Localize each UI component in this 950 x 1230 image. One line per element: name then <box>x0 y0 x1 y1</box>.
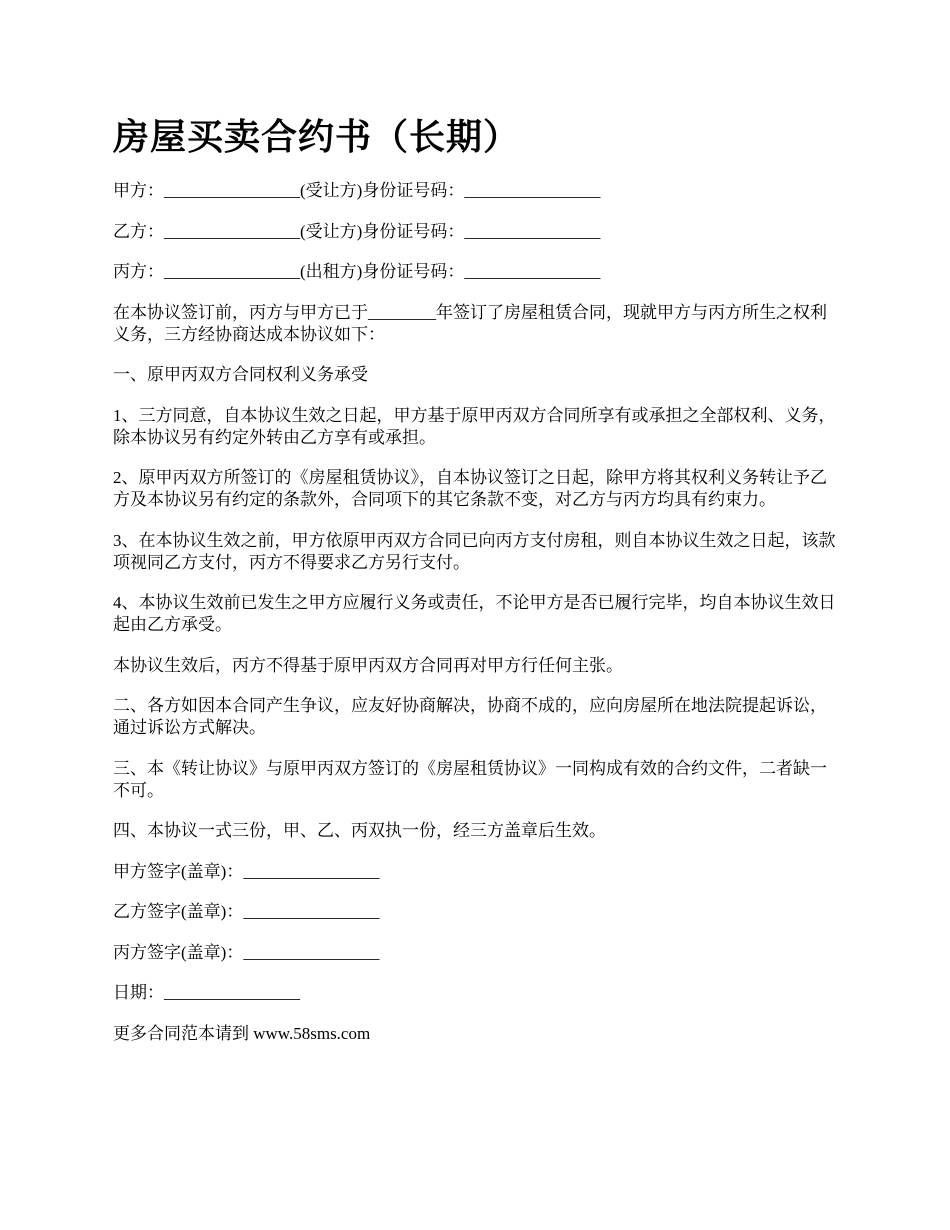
signature-c-line: 丙方签字(盖章)：________________ <box>113 942 380 962</box>
document-title: 房屋买卖合约书（长期） <box>113 117 521 157</box>
party-a-line: 甲方：________________(受让方)身份证号码：________________ <box>113 181 601 200</box>
signature-a-line: 甲方签字(盖章)：________________ <box>113 861 380 881</box>
clause-3: 3、在本协议生效之前，甲方依原甲丙双方合同已向丙方支付房租，则自本协议生效之日起，该款项视同乙方支付，丙方不得要求乙方另行支付。 <box>113 530 836 572</box>
section-3-paragraph: 三、本《转让协议》与原甲丙双方签订的《房屋租赁协议》一同构成有效的合约文件，二者缺一不可。 <box>113 758 827 800</box>
section-1-heading: 一、原甲丙双方合同权利义务承受 <box>113 365 368 384</box>
section-4-paragraph: 四、本协议一式三份，甲、乙、丙双执一份，经三方盖章后生效。 <box>113 821 606 840</box>
date-line: 日期：________________ <box>113 983 300 1002</box>
document-page <box>113 112 841 1063</box>
party-b-line: 乙方：________________(受让方)身份证号码：________________ <box>113 221 601 241</box>
section-2-paragraph: 二、各方如因本合同产生争议，应友好协商解决，协商不成的，应向房屋所在地法院提起诉讼，通过诉讼方式解决。 <box>113 696 827 737</box>
clause-2: 2、原甲丙双方所签订的《房屋租赁协议》，自本协议签订之日起，除甲方将其权利义务转让予乙方及本协议另有约定的条款外，合同项下的其它条款不变，对乙方与丙方均具有约束力。 <box>113 468 827 509</box>
party-c-line: 丙方：________________(出租方)身份证号码：________________ <box>113 262 601 281</box>
clause-4: 4、本协议生效前已发生之甲方应履行义务或责任，不论甲方是否已履行完毕，均自本协议生效日起由乙方承受。 <box>113 593 836 634</box>
preamble-paragraph: 在本协议签订前，丙方与甲方已于________年签订了房屋租赁合同，现就甲方与丙方所生之权利义务，三方经协商达成本协议如下： <box>113 302 827 344</box>
clause-1: 1、三方同意，自本协议生效之日起，甲方基于原甲丙双方合同所享有或承担之全部权利、义务，除本协议另有约定外转由乙方享有或承担。 <box>113 405 836 447</box>
signature-b-line: 乙方签字(盖章)：________________ <box>113 902 380 921</box>
footer-link-text: 更多合同范本请到 www.58sms.com <box>113 1023 371 1043</box>
after-effect-paragraph: 本协议生效后，丙方不得基于原甲丙双方合同再对甲方行任何主张。 <box>113 655 623 675</box>
